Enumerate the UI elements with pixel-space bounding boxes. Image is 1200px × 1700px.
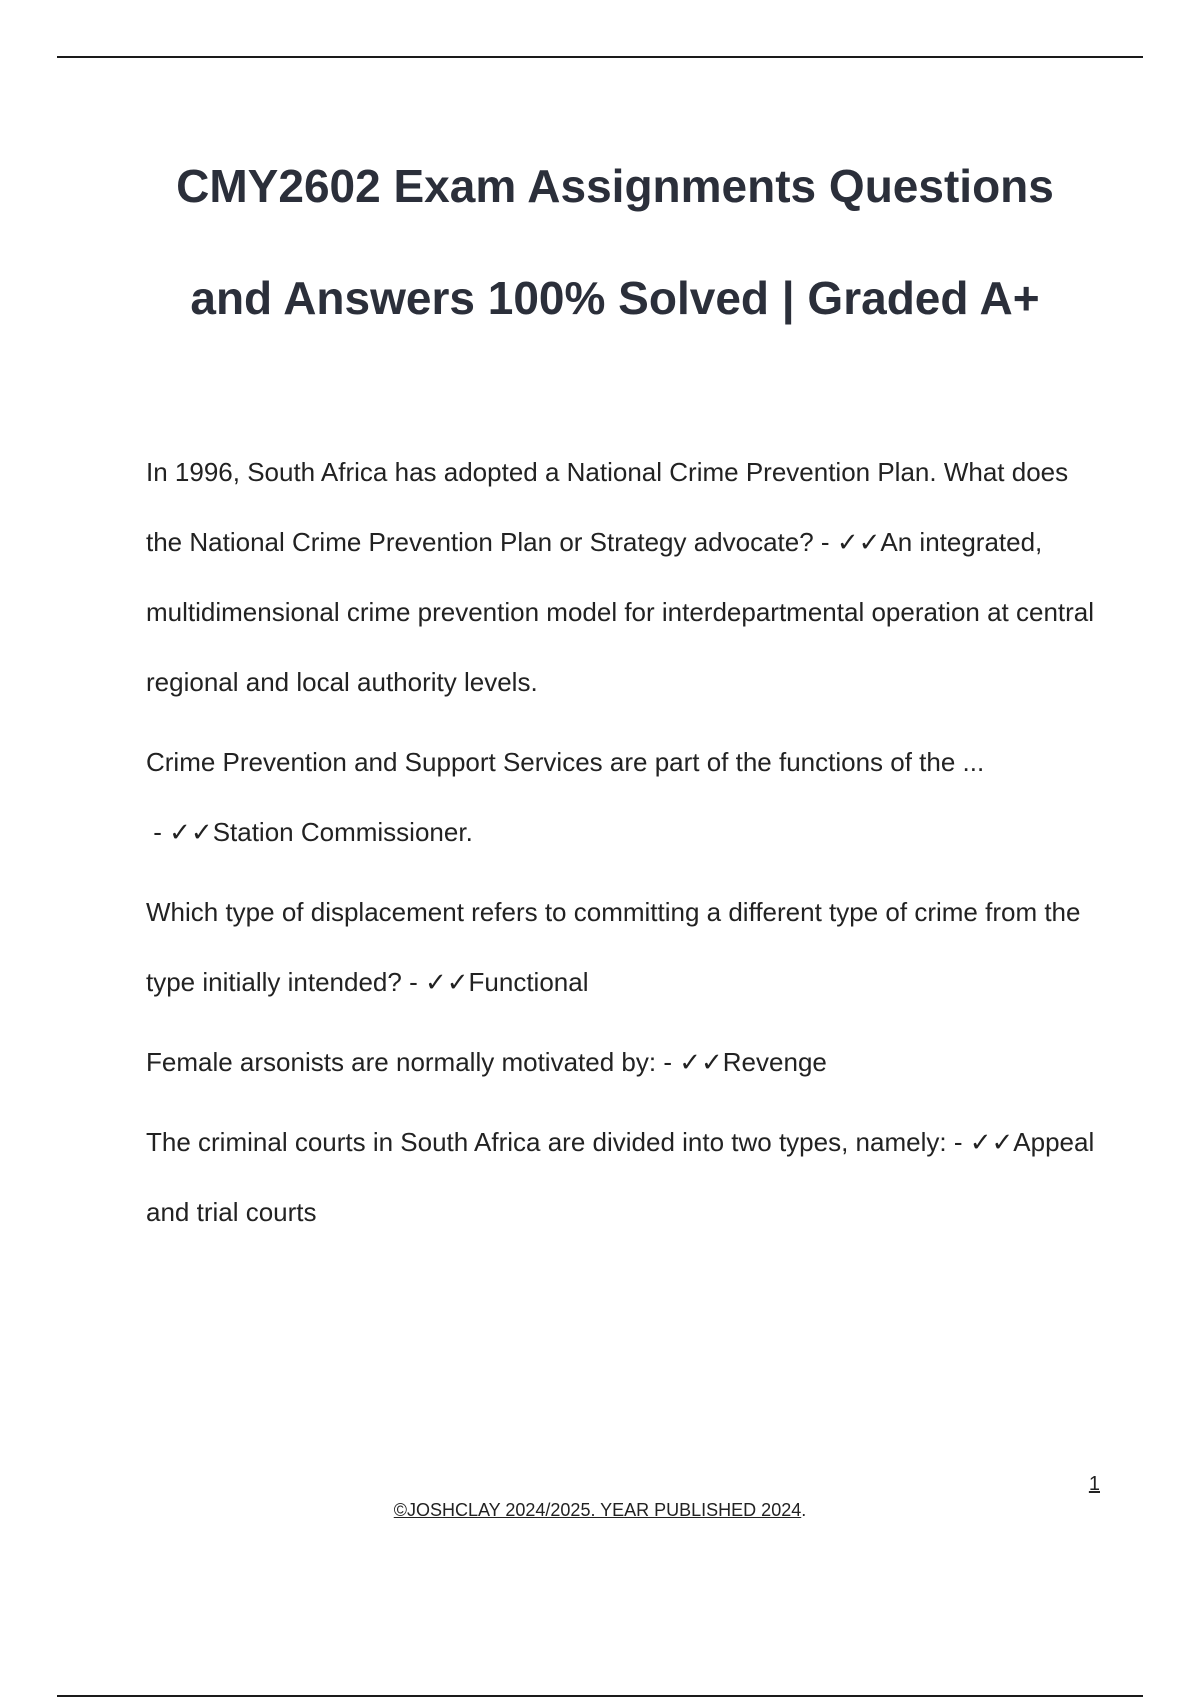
answer-separator: -	[813, 527, 837, 557]
answer-text: Appeal and trial courts	[146, 1127, 1095, 1227]
check-mark-icon: ✓✓	[424, 967, 469, 997]
title-line-2: and Answers 100% Solved | Graded A+	[190, 272, 1040, 324]
qa-item-3	[146, 877, 1096, 1017]
question-text: Female arsonists are normally motivated by:	[146, 1047, 657, 1077]
check-mark-icon: ✓✓	[969, 1127, 1014, 1157]
copyright-period: .	[801, 1500, 807, 1520]
qa-item-5	[146, 1107, 1096, 1247]
check-mark-icon: ✓✓	[836, 527, 881, 557]
answer-separator: -	[946, 1127, 970, 1157]
qa-list	[146, 437, 1096, 1257]
qa-item-2	[146, 727, 1096, 867]
question-text: Crime Prevention and Support Services are part of the functions of the ...	[146, 747, 985, 777]
document-title	[100, 130, 1130, 354]
footer-copyright	[0, 1500, 1200, 1521]
answer-separator: -	[401, 967, 425, 997]
question-text: Which type of displacement refers to committing a different type of crime from the type initially intended?	[146, 897, 1081, 997]
title-line-1: CMY2602 Exam Assignments Questions	[176, 160, 1054, 212]
answer-separator: -	[656, 1047, 680, 1077]
page-number: 1	[1088, 1473, 1100, 1495]
qa-item-1	[146, 437, 1096, 717]
check-mark-icon: ✓✓	[169, 817, 213, 847]
top-divider	[57, 56, 1143, 58]
question-text: The criminal courts in South Africa are divided into two types, namely:	[146, 1127, 947, 1157]
answer-separator: -	[146, 817, 170, 847]
answer-text: An integrated, multidimensional crime prevention model for interdepartmental operation at central regional and local authority levels.	[146, 527, 1095, 697]
question-text: In 1996, South Africa has adopted a National Crime Prevention Plan. What does the National Crime Prevention Plan or Strategy advocate?	[146, 457, 1069, 557]
qa-item-4	[146, 1027, 1096, 1097]
check-mark-icon: ✓✓	[679, 1047, 723, 1077]
answer-text: Functional	[468, 967, 589, 997]
answer-text: Station Commissioner.	[212, 817, 473, 847]
copyright-text: ©JOSHCLAY 2024/2025. YEAR PUBLISHED 2024	[393, 1500, 802, 1520]
answer-text: Revenge	[722, 1047, 827, 1077]
bottom-divider	[57, 1695, 1143, 1697]
